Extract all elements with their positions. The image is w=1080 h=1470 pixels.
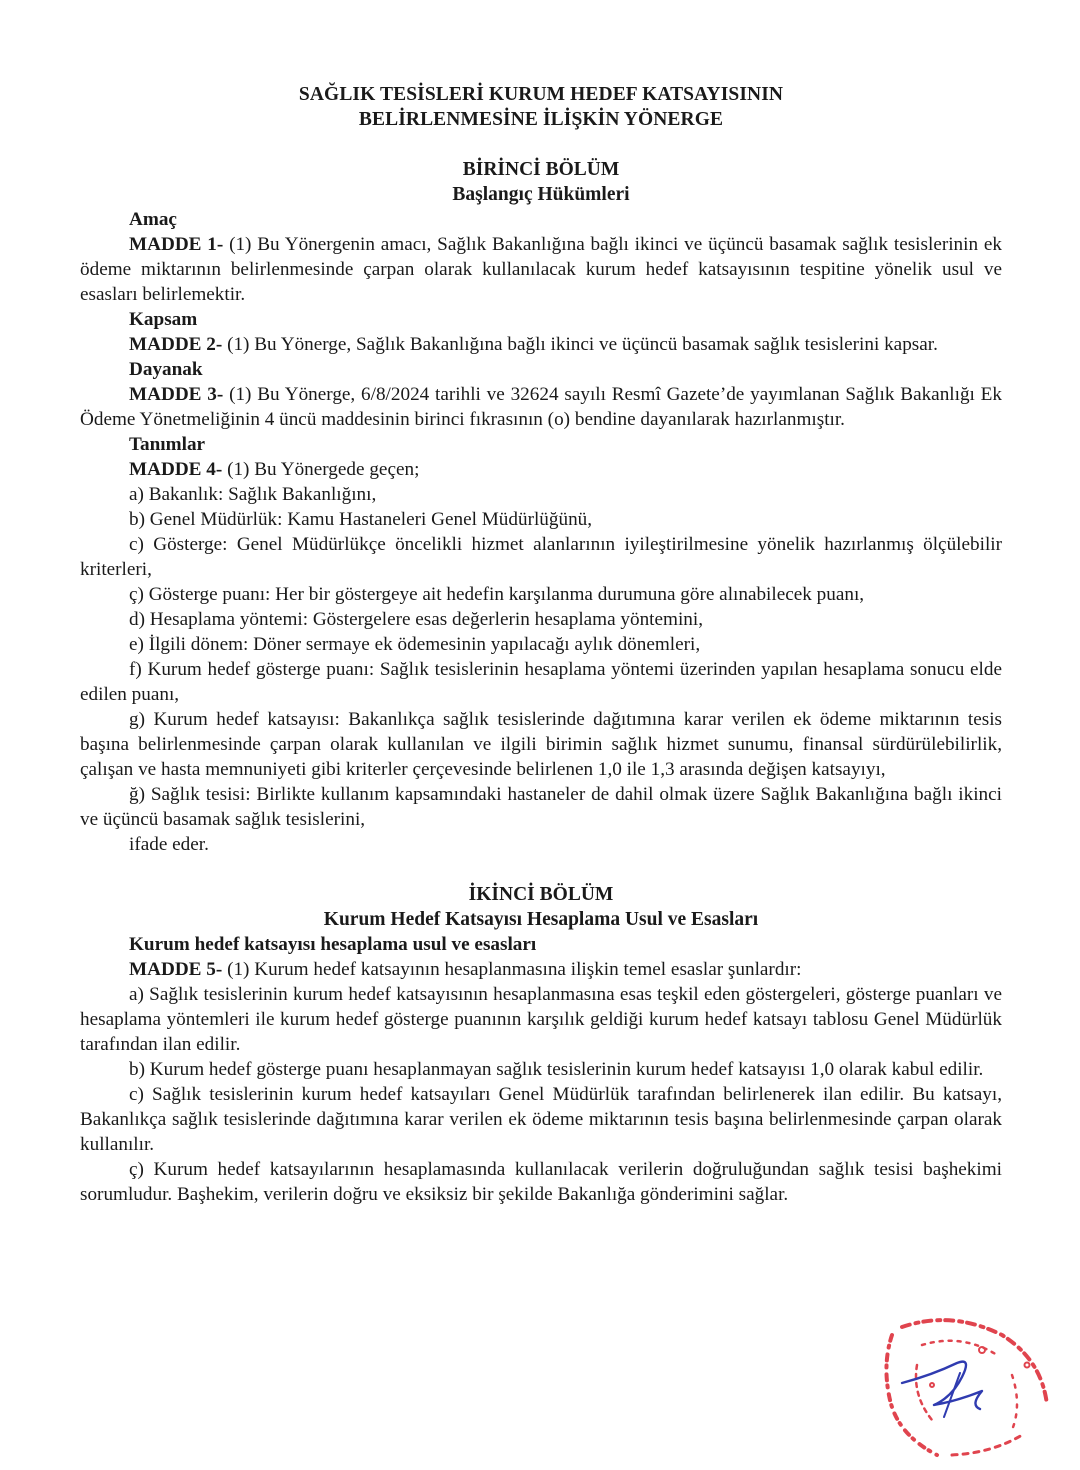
article-5-label: MADDE 5- xyxy=(129,959,223,980)
definition-item: a) Bakanlık: Sağlık Bakanlığını, xyxy=(129,484,377,505)
article-3-text: (1) Bu Yönerge, 6/8/2024 tarihli ve 32624 sayılı Resmî Gazete’de yayımlanan Sağlık Bakanlığı Ek Ödeme Yönetmeliğinin 4 üncü maddesinin birinci fıkrasının (o) bendine dayanılarak hazırlanmıştır. xyxy=(80,384,1002,430)
article-3-heading: Dayanak xyxy=(129,359,203,380)
definition-item: f) Kurum hedef gösterge puanı: Sağlık tesislerinin hesaplama yöntemi üzerinden yapılan hesaplama sonucu elde edilen puanı, xyxy=(80,659,1002,705)
definition-item: ğ) Sağlık tesisi: Birlikte kullanım kapsamındaki hastaneler de dahil olmak üzere Sağlık Bakanlığına bağlı ikinci ve üçüncü basamak sağlık tesislerini, xyxy=(80,784,1002,830)
chapter-2-heading xyxy=(80,882,1002,932)
article-3-label: MADDE 3- xyxy=(129,384,224,405)
chapter-1-subtitle: Başlangıç Hükümleri xyxy=(452,184,630,205)
rule-item: b) Kurum hedef gösterge puanı hesaplanmayan sağlık tesislerinin kurum hedef katsayısı 1,0 olarak kabul edilir. xyxy=(129,1059,984,1080)
rule-item: a) Sağlık tesislerinin kurum hedef katsayısının hesaplanmasına esas teşkil eden göstergeleri, gösterge puanları ve hesaplama yöntemleri ile kurum hedef gösterge puanının karşılık geldiği kurum hedef katsayı tablosu Genel Müdürlük tarafından ilan edilir. xyxy=(80,984,1002,1055)
article-2-heading: Kapsam xyxy=(129,309,198,330)
article-3-paragraph xyxy=(80,382,1002,432)
rule-item: c) Sağlık tesislerinin kurum hedef katsayıları Genel Müdürlük tarafından belirlenerek ilan edilir. Bu katsayı, Bakanlıkça sağlık tesislerinde dağıtımına karar verilen ek ödeme miktarının tesis başına belirlenmesinde çarpan olarak kullanılır. xyxy=(80,1084,1002,1155)
article-2-paragraph xyxy=(80,332,1002,357)
definition-item: ç) Gösterge puanı: Her bir göstergeye ait hedefin karşılanma durumuna göre alınabilecek puanı, xyxy=(129,584,865,605)
article-4-paragraph xyxy=(80,457,1002,482)
definition-item: e) İlgili dönem: Döner sermaye ek ödemesinin yapılacağı aylık dönemleri, xyxy=(129,634,701,655)
article-4-label: MADDE 4- xyxy=(129,459,223,480)
document-title xyxy=(80,82,1002,132)
article-2-text: (1) Bu Yönerge, Sağlık Bakanlığına bağlı ikinci ve üçüncü basamak sağlık tesislerini kapsar. xyxy=(222,334,938,355)
article-4-text: (1) Bu Yönergede geçen; xyxy=(222,459,420,480)
article-1-paragraph xyxy=(80,232,1002,307)
stamp-seal-icon xyxy=(862,1305,1062,1470)
definition-item: c) Gösterge: Genel Müdürlükçe öncelikli hizmet alanlarının iyileştirilmesine yönelik hazırlanmış ölçülebilir kriterleri, xyxy=(80,534,1002,580)
definition-item: b) Genel Müdürlük: Kamu Hastaneleri Genel Müdürlüğünü, xyxy=(129,509,593,530)
article-5-heading: Kurum hedef katsayısı hesaplama usul ve esasları xyxy=(129,934,537,955)
article-4-heading: Tanımlar xyxy=(129,434,206,455)
article-1-label: MADDE 1- xyxy=(129,234,224,255)
article-1-heading: Amaç xyxy=(129,209,177,230)
document-body xyxy=(80,82,1002,1207)
rule-item: ç) Kurum hedef katsayılarının hesaplamasında kullanılacak verilerin doğruluğundan sağlık tesisi başhekimi sorumludur. Başhekim, verilerin doğru ve eksiksiz bir şekilde Bakanlığa gönderimini sağlar. xyxy=(80,1159,1002,1205)
article-1-text: (1) Bu Yönergenin amacı, Sağlık Bakanlığına bağlı ikinci ve üçüncü basamak sağlık tesislerinin ek ödeme miktarının belirlenmesinde çarpan olarak kullanılacak kurum hedef katsayısının tespitine yönelik usul ve esasları belirlemektir. xyxy=(80,234,1002,305)
title-line-1: SAĞLIK TESİSLERİ KURUM HEDEF KATSAYISININ xyxy=(298,84,784,105)
article-2-label: MADDE 2- xyxy=(129,334,223,355)
article-5-paragraph xyxy=(80,957,1002,982)
chapter-2-subtitle: Kurum Hedef Katsayısı Hesaplama Usul ve Esasları xyxy=(323,909,759,930)
title-line-2: BELİRLENMESİNE İLİŞKİN YÖNERGE xyxy=(358,109,724,130)
definition-item: g) Kurum hedef katsayısı: Bakanlıkça sağlık tesislerinde dağıtımına karar verilen ek ödeme miktarının tesis başına belirlenmesinde çarpan olarak kullanılan ve ilgili birimin sağlık hizmet sunumu, finansal sürdürülebilirlik, çalışan ve hasta memnuniyeti gibi kriterler çerçevesinde belirlenen 1,0 ile 1,3 arasında değişen katsayıyı, xyxy=(80,709,1002,780)
definition-item: d) Hesaplama yöntemi: Göstergelere esas değerlerin hesaplama yöntemini, xyxy=(129,609,704,630)
chapter-1-heading xyxy=(80,157,1002,207)
article-5-text: (1) Kurum hedef katsayının hesaplanmasına ilişkin temel esaslar şunlardır: xyxy=(222,959,802,980)
definition-closing: ifade eder. xyxy=(129,834,209,855)
chapter-1-title: BİRİNCİ BÖLÜM xyxy=(462,159,620,180)
chapter-2-title: İKİNCİ BÖLÜM xyxy=(468,884,614,905)
